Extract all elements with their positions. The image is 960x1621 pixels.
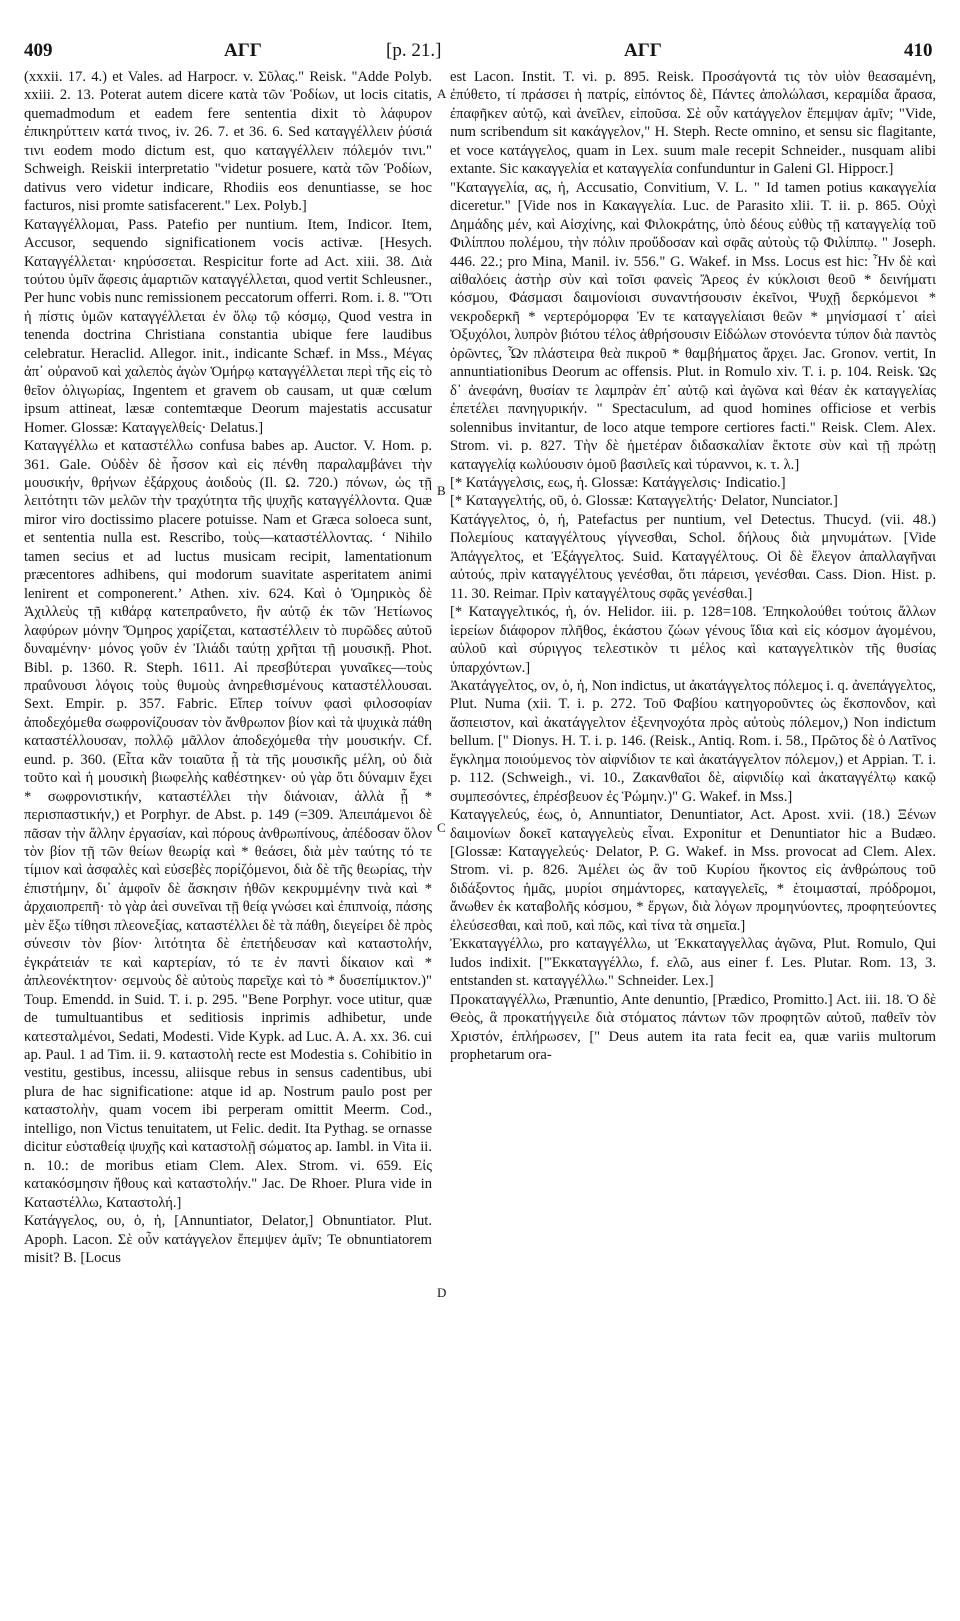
- right-entry-8: Καταγγελεύς, έως, ὁ, Annuntiator, Denuntiator, Act. Apost. xvii. (18.) Ξένων δαιμονίων δοκεῖ καταγγελεὺς εἶναι. Exponitur et Denuntiator hic a Budæo. [Glossæ: Καταγγελεύς· Delator, P. G. Wakef. in Mss. provocat ad Clem. Alex. Strom. vi. p. 826. Ἀμέλει ὡς ἂν τοῦ Κυρίου ἥκοντος εἰς ἀνθρώπους τοῦ διδάξοντος ἡμᾶς, μυρίοι σημάντορες, καταγγελεῖς, * ἑτοιμασταί, πρόδρομοι, ἄνωθεν ἐκ καταβολῆς κόσμου, * ἔργων, διὰ λόγων προμηνύοντες, προφητεύοντες ἐλεύσεσθαι, καὶ ποῦ, καὶ πῶς, καὶ τίνα τὰ σημεῖα.]: [450, 807, 936, 934]
- right-entry-5: Κατάγγελτος, ὁ, ἡ, Patefactus per nuntium, vel Detectus. Thucyd. (vii. 48.) Πολεμίους καταγγέλτους γίγνεσθαι, Schol. δήλους διὰ μηνυμάτων. [Vide Ἀπάγγελτος, et Ἐξάγγελτος. Suid. Καταγγέλτους. Οἱ δὲ ἔλεγον ἀπαλλαγῆναι αὐτούς, πρὶν καταγγέλτους γενέσθαι, ὅτι πάρεισι, γενέσθαι. Cass. Dion. Hist. p. 11. 30. Reimar. Πρὶν καταγγέλτους σφᾶς γενέσθαι.]: [450, 511, 936, 602]
- left-entry-2: Καταγγέλλομαι, Pass. Patefio per nuntium. Item, Indicor. Item, Accusor, sequendo significationem vocis activæ. [Hesych. Καταγγέλλεται· κηρύσσεται. Respicitur forte ad Act. xiii. 38. Διὰ τούτου ὑμῖν ἄφεσις ἁμαρτιῶν καταγγέλλεται, quod vertit Schleusner., Per hunc vobis nunc remissionem peccatorum offerri. Rom. i. 8. "Ὅτι ἡ πίστις ὑμῶν καταγγέλλεται ἐν ὅλῳ τῷ κόσμῳ, Quod vestra in tenenda doctrina Christiana constantia ubique fere laudibus celebratur. Heraclid. Allegor. init., indicante Schæf. in Mss., Μέγας ἀπ᾽ οὐρανοῦ καὶ χαλεπὸς ἀγὼν Ὁμήρῳ καταγγέλλεται περὶ τῆς εἰς τὸ θεῖον ὀλιγωρίας, Ingentem et gravem ob causam, ut quæ cœlum ipsum attineat, læsæ contemtæque Deorum majestatis accusatur Homer. Glossæ: Καταγγελθείς· Delatus.]: [24, 216, 432, 436]
- left-entry-4: Κατάγγελος, ου, ὁ, ἡ, [Annuntiator, Delator,] Obnuntiator. Plut. Apoph. Lacon. Σὲ οὖν κατάγγελον ἔπεμψεν ἁμῖν; Te obnuntiatorem misit? B. [Locus: [24, 1213, 432, 1266]
- left-column: [24, 68, 432, 1267]
- running-head-right: ΑΓΓ: [624, 40, 662, 61]
- right-entry-1: est Lacon. Instit. T. vi. p. 895. Reisk. Προσάγοντά τις τὸν υἱὸν θεασαμένη, ἐπύθετο, τί πράσσει ἡ πατρίς, εἰπόντος δὲ, Πάντες ἀπολώλασι, κεραμίδα ἄρασα, ἐπαφῆκεν αὐτῷ, καὶ ἀνεῖλεν, εἰποῦσα. Σὲ οὖν κατάγγελον ἔπεμψαν ἁμῖν; "Vide, num scribendum sit κακάγγελον," H. Steph. Recte omnino, et sensu sic flagitante, et voce κατάγγελος, quam in Lex. suum male recepit Schneider., nusquam alibi extante. Sic κακαγγελία et καταγγελία confunduntur in Galeni Gl. Hippocr.]: [450, 69, 936, 178]
- page-number-left: 409: [24, 40, 53, 61]
- right-column: [450, 68, 936, 1064]
- page-number-right: 410: [904, 40, 933, 61]
- right-entry-9: Ἐκκαταγγέλλω, pro καταγγέλλω, ut Ἐκκαταγγελλας ἀγῶνα, Plut. Romulo, Qui ludos indixit. ["Ἐκκαταγγέλλω, f. ελῶ, aus einer f. Les. Plutar. Rom. 13, 3. entstanden st. καταγγέλλω." Schneider. Lex.]: [450, 936, 936, 990]
- right-entry-10: Προκαταγγέλλω, Prænuntio, Ante denuntio, [Prædico, Promitto.] Act. iii. 18. Ὁ δὲ Θεὸς, ἃ προκατήγγειλε διὰ στόματος πάντων τῶν προφητῶν αὐτοῦ, παθεῖν τὸν Χριστόν, ἐπλήρωσεν, [" Deus autem ita rata fecit ea, quæ variis multorum prophetarum ora-: [450, 991, 936, 1064]
- running-head-left: ΑΓΓ: [224, 40, 262, 61]
- left-entry-3: Καταγγέλλω et καταστέλλω confusa babes ap. Auctor. V. Hom. p. 361. Gale. Οὐδὲν δὲ ἧσσον καὶ εἰς πένθη παραλαμβάνει τὴν μουσικήν, θρήνων ἐξάρχους ἀοιδοὺς (Il. Ω. 720.) πόνων, ὡς τῇ λειτότητι τῶν μελῶν τὴν τραχύτητα τῆς ψυχῆς καταγγέλλοντα. Quæ miror viro doctissimo placere potuisse. Nam et Græca soloeca sunt, et sententia nulla est. Rescribo, τοὺς—καταστέλλοντας. ‘ Nihilo tamen secius et ad luctus musicam recipit, lamentationum præcentores adhibens, qui modorum suavitate asperitatem animi lenirent et componerent.’ Athen. xiv. 624. Καὶ ὁ Ὁμηρικὸς δὲ Ἀχιλλεὺς τῇ κιθάρᾳ κατεπραΰνετο, ἣν αὐτῷ ἐκ τῶν Ἠετίωνος λαφύρων μόνην Ὅμηρος χαρίζεται, καταστέλλειν τὸ πυρῶδες αὐτοῦ δυναμένην· μόνος γοῦν ἐν Ἰλιάδι ταύτῃ χρῆται τῇ μουσικῇ. Phot. Bibl. p. 1360. R. Steph. 1611. Αἱ πρεσβύτεραι γυναῖκες—τοὺς πραΰνουσι λόγοις τοὺς θυμοὺς ἀνηρεθισμένους καταστέλλουσαι. Sext. Empir. p. 357. Fabric. Εἴπερ τοίνυν φασὶ φιλοσοφίαν ἀποδεχόμεθα σωφρονίζουσαν τὸν ἄνθρωπον βίον καὶ τὰ ψυχικὰ πάθη καταστέλλουσαν, πολλῷ μᾶλλον ἀποδεχόμεθα τὴν μουσικήν. Cf. eund. p. 360. (Εἶτα κἂν τοιαῦτα ᾖ τὰ τῆς μουσικῆς μέλη, οὐ διὰ τοῦτο καὶ ἡ μουσικὴ βιωφελὴς καθέστηκεν· οὐ γὰρ ὅτι δύναμιν ἔχει * σωφρονιστικήν, καταστέλλει τὴν διάνοιαν, ἀλλὰ ᾖ * περισπαστικήν,) et Porphyr. de Abst. p. 149 (=309. Ἀπειπάμενοι δὲ πᾶσαν τὴν ἄλλην ἐργασίαν, καὶ πόρους ἀνθρωπίνους, ἀπέδοσαν ὅλον τὸν βίον τῇ τῶν θείων θεωρίᾳ καὶ * θεάσει, διὰ μὲν ταύτης τό τε τίμιον καὶ ἀσφαλὲς καὶ εὐσεβὲς πορίζόμενοι, διὰ δὲ τῆς θεωρίας, τὴν ἐπιστήμην, δι᾽ ἀμφοῖν δὲ ἄσκησιν ἠθῶν κεκρυμμένην τινὰ καὶ * ἀρχαιοπρεπῆ· τὸ γὰρ ἀεὶ συνεῖναι τῇ θείᾳ γνώσει καὶ ἐπιπνοίᾳ, πάσης μὲν ἔξω τίθησι πλεονεξίας, καταστέλλει δὲ τὰ πάθη, διεγείρει δὲ πρὸς σύνεσιν τὸν βίον· λιτότητα δὲ ἐπετήδευσαν καὶ καταστολήν, ἐγκράτειάν τε καὶ καρτερίαν, τό τε ἐν παντὶ δίκαιον καὶ * ἀπλεονέκτητον· σεμνοὺς δὲ αὐτοὺς παρεῖχε καὶ τὸ * δυσεπίμικτον.)" Toup. Emendd. in Suid. T. i. p. 295. "Bene Porphyr. voce utitur, quæ de tumultuantibus et seditiosis inprimis adhibetur, unde κατεσταλμένοι, Sedati, Modesti. Vide Kypk. ad Luc. A. A. xx. 36. cui ap. Paul. 1 ad Tim. ii. 9. καταστολὴ recte est Modestia s. Cohibitio in vestitu, gestibus, incessu, aliisque rebus in sensus cadentibus, ubi plura de hac significatione: atque id ap. Nostrum paulo post per καταστολὴν, quam vocem ibi perperam omittit Meerm. Cod., intelligo, non Victus tenuitatem, ut Felic. dedit. Ita Pythag. se ornasse dicitur εὐσταθείᾳ ψυχῆς καὶ καταστολῇ σώματος ap. Iambl. in Vita ii. n. 10.: de moribus etiam Clem. Alex. Strom. vi. 659. Εἰς κατακόσμησιν ἤθους καὶ καταστολήν." Jac. De Rhoer. Plura vide in Καταστέλλω, Καταστολή.]: [24, 438, 432, 1211]
- right-entry-3: [* Κατάγγελσις, εως, ἡ. Glossæ: Κατάγγελσις· Indicatio.]: [450, 474, 786, 491]
- right-entry-7: Ἀκατάγγελτος, ον, ὁ, ἡ, Non indictus, ut ἀκατάγγελτος πόλεμος i. q. ἀνεπάγγελτος, Plut. Numa (xii. T. i. p. 272. Τοῦ Φαβίου κατηγοροῦντες ὡς ἔκσπονδον, καὶ ἄσπειστον, καὶ ἀκατάγγελτον ἐξενηνοχότα πρὸς αὐτοὺς πόλεμον,) Non indictum bellum. [" Dionys. H. T. i. p. 146. (Reisk., Antiq. Rom. i. 58., Πρῶτος δὲ ὁ Λατῖνος ἔγκλημα ποιούμενος τὸν αἰφνίδιον τε καὶ ἀκατάγγελτον πόλεμον,) et Appian. T. i. p. 112. (Schweigh., vi. 10., Ζακανθαῖοι δὲ, αἰφνιδίῳ καὶ ἀκαταγγέλτῳ κακῷ συμπεσόντες, ἐπρέσβευον ἐς Ῥώμην.)" G. Wakef. in Mss.]: [450, 677, 936, 805]
- right-entry-4: [* Καταγγελτής, οῦ, ὁ. Glossæ: Καταγγελτής· Delator, Nunciator.]: [450, 493, 838, 510]
- margin-letter-c: C: [437, 820, 446, 835]
- left-entry-1: (xxxii. 17. 4.) et Vales. ad Harpocr. v. Σῦλας." Reisk. "Adde Polyb. xxiii. 2. 13. Poterat autem dicere κατὰ τῶν Ῥοδίων, ut locis citatis, quemadmodum et eadem fere sententia dixit τὸ λάφυρον ἐπικηρύττειν κατά τινος, iv. 26. 7. et 36. 6. Sed καταγγέλλειν ῥύσιά τινι eodem modo dictum est, quo καταγγέλλειν πόλεμόν τινι." Schweigh. Reiskii interpretatio "videtur posuere, κατὰ τῶν Ῥοδίων, dativus vero videtur indicare, Rhodiis eos denuntiasse, se hoc facturos, nisi promte satisfacerent." Lex. Polyb.]: [24, 69, 432, 215]
- margin-letter-a: A: [437, 86, 447, 101]
- margin-letter-d: D: [437, 1285, 447, 1300]
- right-entry-6: [* Καταγγελτικός, ἡ, όν. Helidor. iii. p. 128=108. Ἐπηκολούθει τούτοις ἄλλων ἱερείων διάφορον πλῆθος, ἑκάστου ζώων γένους ἴδια καὶ εἰς κόσμον ἀγομένου, αὐλοῦ καὶ σύριγγος τελεστικὸν τι μέλος καὶ καταγγελτικὸν τῆς θυσίας ὑπαρχόντων.]: [450, 604, 936, 676]
- right-entry-2: "Καταγγελία, ας, ἡ, Accusatio, Convitium, V. L. " Id tamen potius κακαγγελία diceretur." [Vide nos in Κακαγγελία. Luc. de Parasito xlii. T. ii. p. 865. Οὐχὶ Δημάδης μέν, καὶ Αἰσχίνης, καὶ Φιλοκράτης, ὑπὸ δέους εὐθὺς τῇ καταγγελίᾳ τοῦ Φιλίππου πολέμου, τὴν πόλιν προὔδοσαν καὶ σφᾶς αὐτοὺς τῷ Φιλίππῳ. " Joseph. 446. 22.; pro Mina, Manil. iv. 556." G. Wakef. in Mss. Locus est hic: Ἦν δὲ καὶ αἰθαλόεις ἀστὴρ σὺν καὶ τοῖσι φανεὶς Ἄρεος ἐν κύκλοισι θεοῦ * δεινήματι κόσμου, Φάσμασι δαιμονίοισι συναντήσουσιν ἐκεῖνοι, Ψυχῇ δερκόμενοι * νεκροδερκῆ * νερτερόμορφα Ἐν τε καταγγελίαισι θεῶν * μηνίσμασί τ᾽ αἰεὶ Ὀξυχόλοι, λυπρὸν βιότου τέλος ἀθρήσουσιν Εἰδώλων στονόεντα τύπον διὰ παντὸς ὁρῶντες, Ὧν πλάστειρα θεὰ πικροῦ * θαμβήματος ἄρχει. Jac. Gronov. vertit, In annuntiationibus Deorum ac offensis. Plut. in Romulo xiv. T. i. p. 104. Reisk. Ὡς δ᾽ ἀνεφάνη, θυσίαν τε λαμπρὰν ἐπ᾽ αὐτῷ καὶ ἀγῶνα καὶ θέαν ἐκ καταγγελίας ἐπετέλει πανηγυρικήν. " Spectaculum, ad quod homines officiose et verbis solennibus invitantur, de loco atque tempore certiores facti." Reisk. Clem. Alex. Strom. vi. p. 827. Τὴν δὲ ἡμετέραν διδασκαλίαν ἔκτοτε σὺν καὶ τῇ πρώτῃ καταγγελίᾳ κωλύουσιν ὁμοῦ βασιλεῖς καὶ τύραννοι, κ. τ. λ.]: [450, 179, 936, 473]
- page-reference: [p. 21.]: [386, 40, 442, 61]
- page-header: [24, 40, 934, 66]
- margin-letter-b: B: [437, 483, 446, 498]
